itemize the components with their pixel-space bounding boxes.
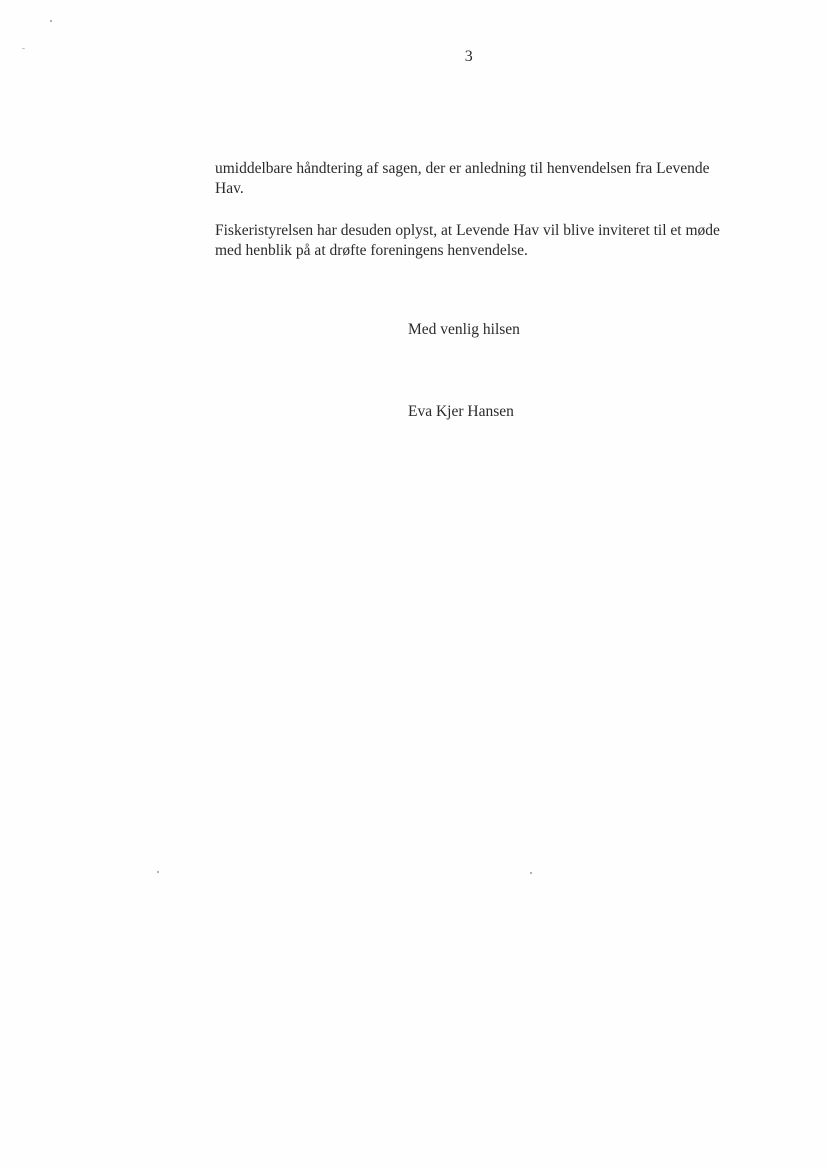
scan-speck [157, 871, 159, 873]
page-number: 3 [464, 48, 474, 65]
signatory-name: Eva Kjer Hansen [408, 403, 514, 420]
body-paragraph-2: Fiskeristyrelsen har desuden oplyst, at Levende Hav vil blive inviteret til et møde med henblik på at drøfte foreningens henvendelse. [215, 222, 720, 259]
body-paragraph-1: umiddelbare håndtering af sagen, der er anledning til henvendelsen fra Levende Hav. [215, 160, 710, 197]
scan-speck [530, 872, 532, 874]
scan-speck [50, 20, 52, 22]
closing-salutation: Med venlig hilsen [408, 321, 520, 338]
